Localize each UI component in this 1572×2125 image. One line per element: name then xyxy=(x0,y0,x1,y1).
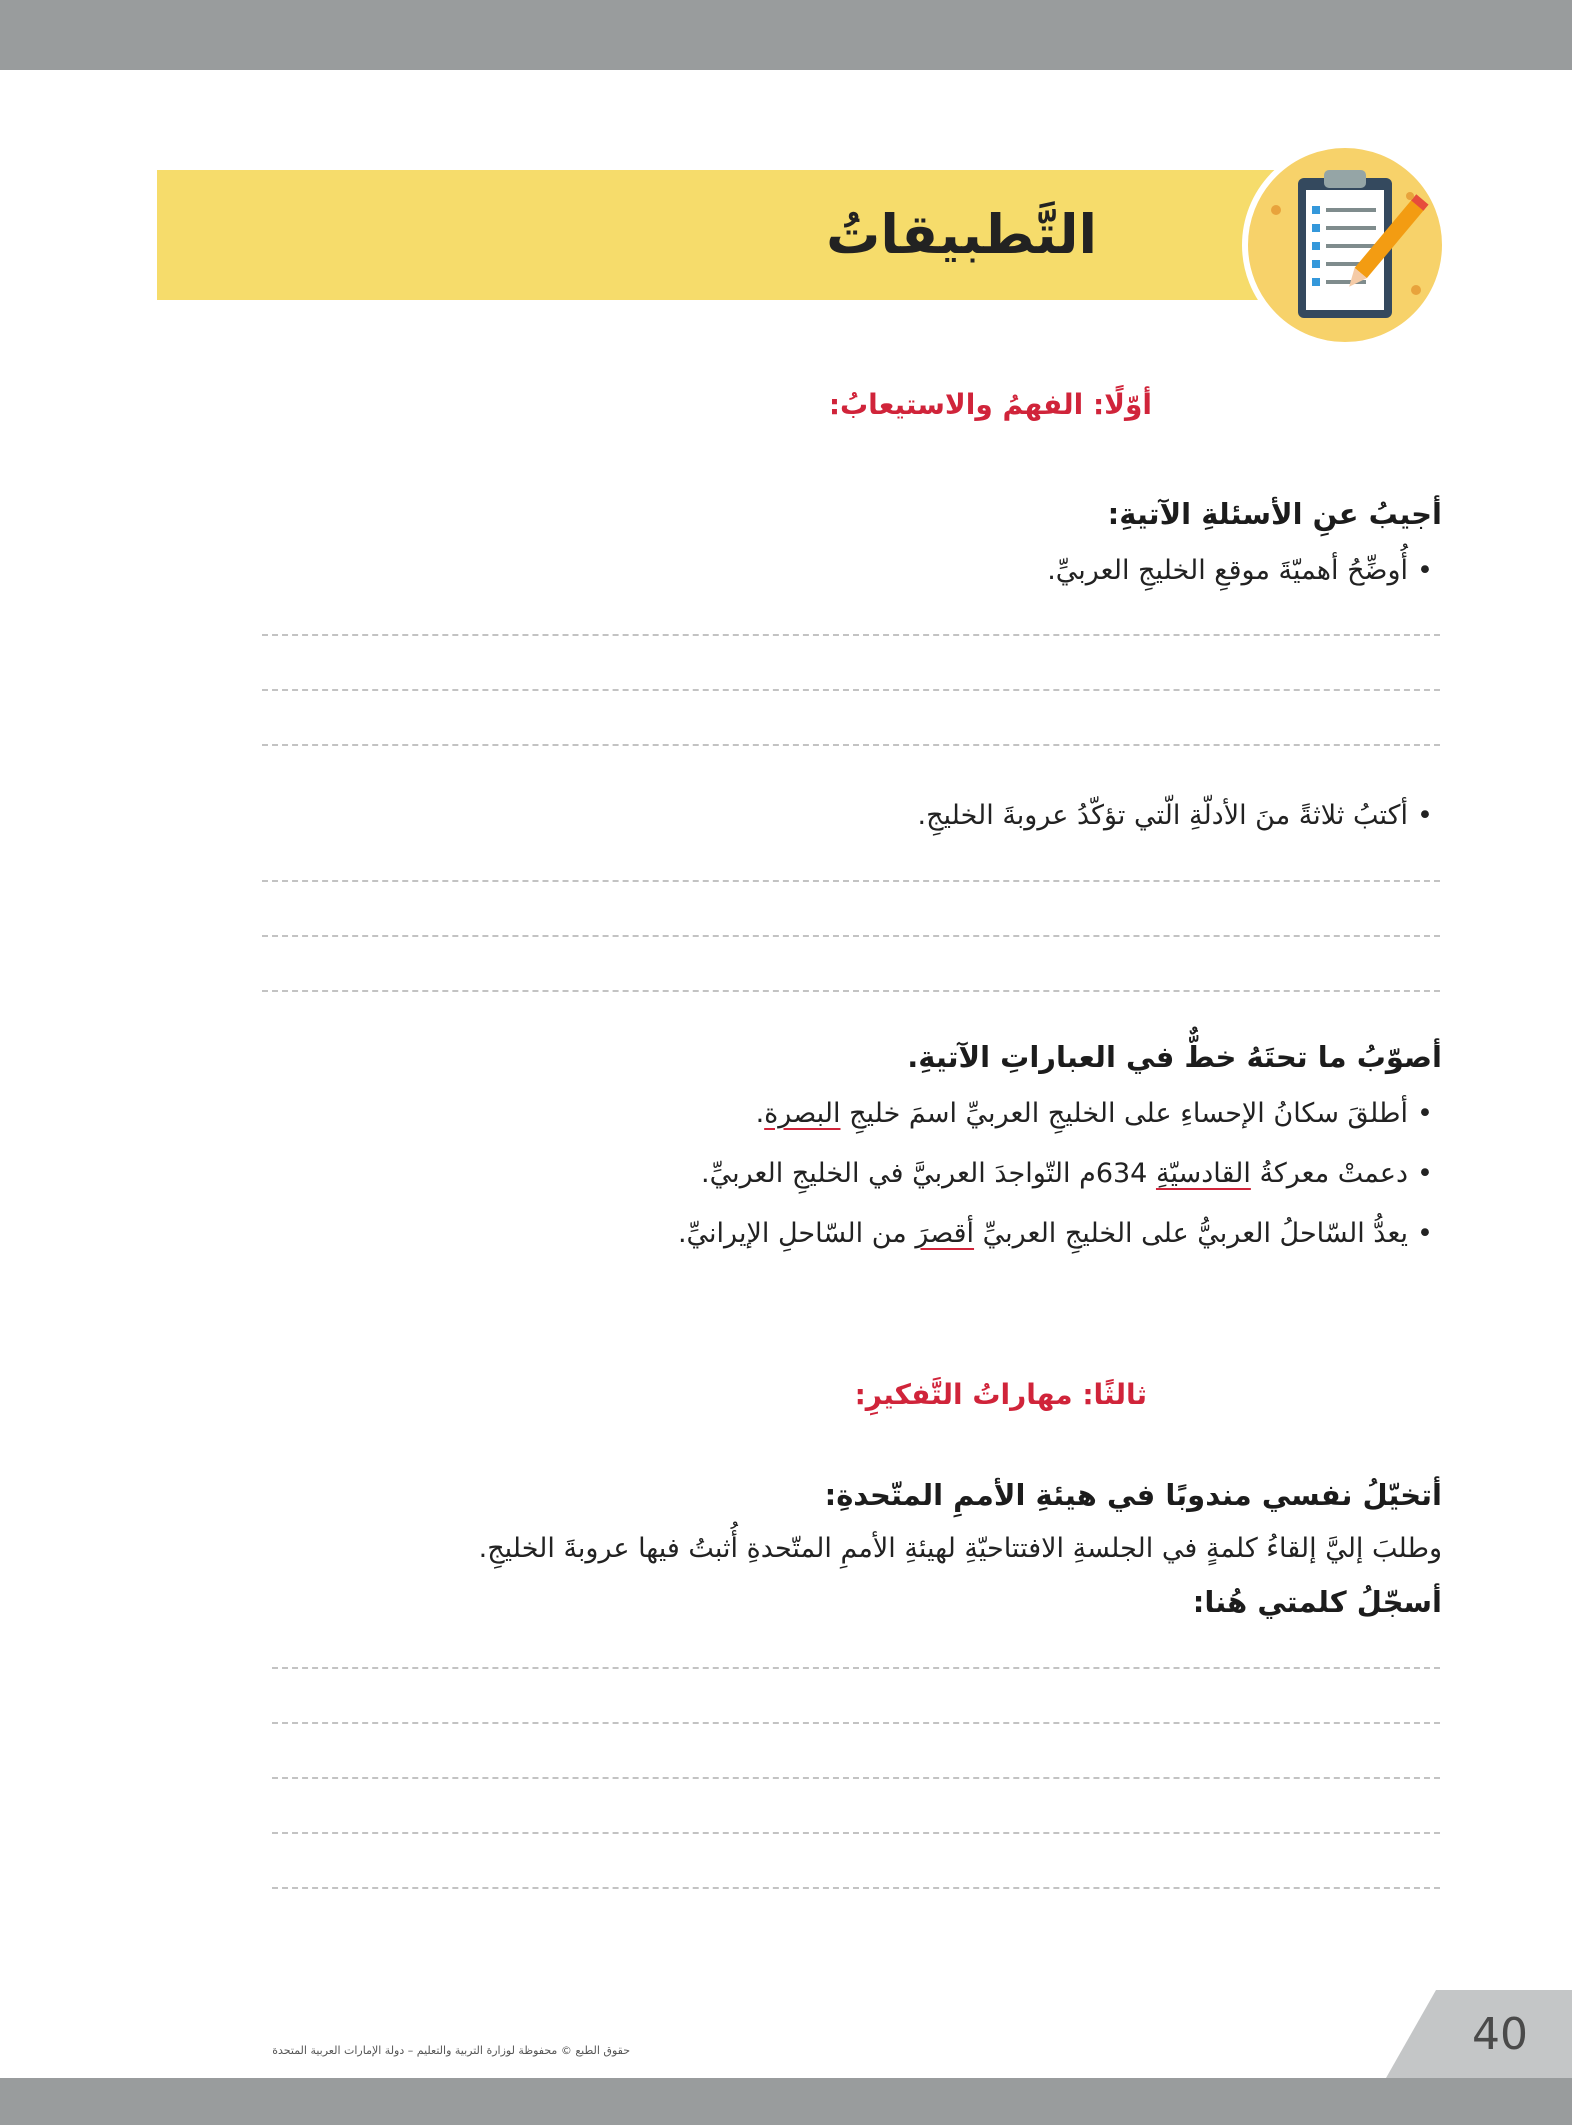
bullet-icon: • xyxy=(1417,1218,1433,1249)
instruction-answer-questions: أجيبُ عنِ الأسئلةِ الآتيةِ: xyxy=(1107,497,1442,531)
bullet-icon: • xyxy=(1417,1158,1433,1189)
answer-line[interactable] xyxy=(262,990,1440,992)
page-title: التَّطبيقاتُ xyxy=(826,203,1097,266)
bullet-icon: • xyxy=(1417,800,1433,831)
top-bar xyxy=(0,0,1572,70)
answer-line[interactable] xyxy=(272,1832,1440,1834)
instruction-correct-statements: أصوّبُ ما تحتَهُ خطٌّ في العباراتِ الآتيةِ. xyxy=(907,1040,1442,1074)
answer-line[interactable] xyxy=(272,1777,1440,1779)
bullet-icon: • xyxy=(1417,555,1433,586)
answer-line[interactable] xyxy=(262,744,1440,746)
statement-2-text: دعمتْ معركةُ xyxy=(1250,1158,1408,1189)
statement-3-text: يعدُّ السّاحلُ العربيُّ على الخليجِ العربيِّ xyxy=(974,1218,1408,1249)
instruction-imagine: أتخيّلُ نفسي مندوبًا في هيئةِ الأممِ المتّحدةِ: xyxy=(824,1478,1442,1512)
statement-1-underlined: البصرة xyxy=(764,1098,841,1129)
question-1 xyxy=(1047,555,1442,586)
copyright-notice: حقوق الطبع © محفوظة لوزارة التربية والتعليم – دولة الإمارات العربية المتحدة xyxy=(272,2044,630,2057)
answer-line[interactable] xyxy=(272,1887,1440,1889)
statement-1-end: . xyxy=(755,1098,765,1129)
question-2 xyxy=(917,800,1442,831)
clipboard-pencil-icon xyxy=(1240,140,1450,350)
page-number: 40 xyxy=(1472,2009,1528,2060)
statement-2 xyxy=(701,1158,1442,1189)
statement-2-end: 634م التّواجدَ العربيَّ في الخليجِ العربيِّ. xyxy=(701,1158,1156,1189)
task-description: وطلبَ إليَّ إلقاءُ كلمةٍ في الجلسةِ الافتتاحيّةِ لهيئةِ الأممِ المتّحدةِ أُثبتُ فيها عروبةَ الخليجِ. xyxy=(478,1533,1442,1564)
section-heading-comprehension: أوّلًا: الفهمُ والاستيعابُ: xyxy=(828,388,1152,421)
bottom-bar xyxy=(0,2078,1572,2125)
answer-line[interactable] xyxy=(272,1722,1440,1724)
answer-line[interactable] xyxy=(272,1667,1440,1669)
statement-3 xyxy=(678,1218,1442,1249)
answer-line[interactable] xyxy=(262,689,1440,691)
statement-3-underlined: أقصرَ xyxy=(915,1218,975,1249)
question-2-text: أكتبُ ثلاثةً منَ الأدلّةِ الّتي تؤكّدُ عروبةَ الخليجِ. xyxy=(917,800,1408,831)
answer-line[interactable] xyxy=(262,935,1440,937)
prompt-record-speech: أسجّلُ كلمتي هُنا: xyxy=(1192,1585,1442,1619)
answer-line[interactable] xyxy=(262,880,1440,882)
title-band xyxy=(157,170,1297,300)
statement-1-text: أطلقَ سكانُ الإحساءِ على الخليجِ العربيِّ اسمَ خليجِ xyxy=(840,1098,1408,1129)
statement-3-end: من السّاحلِ الإيرانيِّ. xyxy=(677,1218,916,1249)
section-heading-thinking-skills: ثالثًا: مهاراتُ التَّفكيرِ: xyxy=(854,1378,1147,1411)
statement-2-underlined: القادسيّةِ xyxy=(1155,1158,1251,1189)
question-1-text: أُوضِّحُ أهميّةَ موقعِ الخليجِ العربيِّ. xyxy=(1047,555,1408,586)
bullet-icon: • xyxy=(1417,1098,1433,1129)
statement-1 xyxy=(756,1098,1442,1129)
answer-line[interactable] xyxy=(262,634,1440,636)
